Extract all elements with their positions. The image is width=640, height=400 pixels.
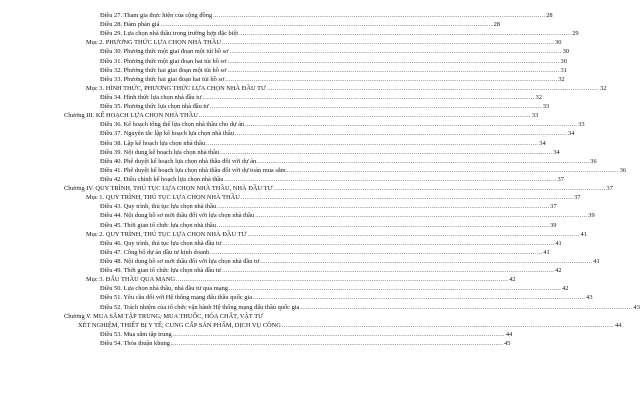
toc-page-number: 30 xyxy=(555,39,562,47)
toc-page-number: 31 xyxy=(560,66,567,74)
toc-entry-title: Điều 38. Lập kế hoạch lựa chọn nhà thầu xyxy=(100,139,206,147)
toc-page-number: 37 xyxy=(557,175,564,183)
toc-entry-title: XÉT NGHIỆM, THIẾT BỊ Y TẾ; CUNG CẤP SẢN PHẨM, DỊCH VỤ CÔNG xyxy=(78,321,281,329)
toc-dot-leader xyxy=(176,275,508,284)
toc-page-number: 39 xyxy=(588,212,595,220)
toc-dot-leader xyxy=(255,211,587,220)
toc-entry-title: Điều 36. Kế hoạch tổng thể lựa chọn nhà thầu cho dự án xyxy=(100,121,245,129)
toc-entry-title: Điều 29. Lựa chọn nhà thầu trong trường hợp đặc biệt xyxy=(100,30,239,38)
toc-page-number: 34 xyxy=(539,139,546,147)
toc-dot-leader xyxy=(241,193,573,202)
toc-dot-leader xyxy=(225,75,557,84)
toc-entry[interactable] xyxy=(64,312,340,321)
toc-dot-leader xyxy=(300,303,632,312)
toc-dot-leader xyxy=(227,57,559,66)
toc-page-number: 29 xyxy=(572,30,579,38)
toc-dot-leader xyxy=(206,139,538,148)
toc-page-number: 41 xyxy=(555,239,562,247)
toc-entry-title: Mục 3. ĐẤU THẦU QUA MẠNG xyxy=(86,276,175,284)
toc-page-number: 36 xyxy=(619,166,627,174)
toc-entry-title: Điều 45. Thời gian tổ chức lựa chọn nhà thầu xyxy=(100,221,216,229)
toc-page-number: 41 xyxy=(593,257,600,265)
toc-page-number: 43 xyxy=(586,294,593,302)
toc-entry[interactable] xyxy=(64,339,511,348)
toc-page-number: 37 xyxy=(574,194,581,202)
toc-page-number: 30 xyxy=(560,57,567,65)
toc-page-number: 41 xyxy=(580,230,587,238)
toc-dot-leader xyxy=(253,293,585,302)
toc-dot-leader xyxy=(217,221,549,230)
toc-entry-title: Điều 34. Hình thức lựa chọn nhà đầu tư xyxy=(100,93,202,101)
toc-page-number: 44 xyxy=(505,330,513,338)
toc-dot-leader xyxy=(210,102,542,111)
toc-page-number: 28 xyxy=(493,21,500,29)
toc-dot-leader xyxy=(230,47,562,56)
toc-page-number: 30 xyxy=(562,48,570,56)
toc-entry-title: Chương V. MUA SẮM TẬP TRUNG; MUA THUỐC, HÓA CHẤT, VẬT TƯ xyxy=(64,312,264,320)
toc-page-number: 32 xyxy=(558,75,565,83)
toc-entry[interactable] xyxy=(64,330,513,339)
toc-page-number: 44 xyxy=(614,321,622,329)
toc-dot-leader xyxy=(202,93,534,102)
toc-page-number: 32 xyxy=(600,84,607,92)
toc-dot-leader xyxy=(222,266,554,275)
toc-entry[interactable] xyxy=(64,148,560,157)
toc-dot-leader xyxy=(247,230,579,239)
toc-entry[interactable] xyxy=(64,93,542,102)
toc-entry-title: Mục 2. PHƯƠNG THỨC LỰA CHỌN NHÀ THẦU xyxy=(86,39,221,47)
toc-dot-leader xyxy=(229,284,561,293)
toc-entry-title: Mục 3. HÌNH THỨC, PHƯƠNG THỨC LỰA CHỌN NHÀ ĐẦU TƯ xyxy=(86,84,266,92)
toc-entry[interactable] xyxy=(64,230,587,239)
toc-entry[interactable] xyxy=(64,184,613,193)
toc-dot-leader xyxy=(227,66,559,75)
toc-entry[interactable] xyxy=(64,38,562,47)
toc-dot-leader xyxy=(245,120,577,129)
toc-entry[interactable] xyxy=(64,166,627,175)
toc-dot-leader xyxy=(210,248,542,257)
toc-entry-title: Điều 52. Trách nhiệm của tổ chức vận hành Hệ thống mạng đấu thầu quốc gia xyxy=(100,303,300,311)
toc-entry-title: Điều 46. Quy trình, thủ tục lựa chọn nhà đầu tư xyxy=(100,239,222,247)
toc-entry-title: Điều 32. Phương thức hai giai đoạn một túi hồ sơ xyxy=(100,66,227,74)
toc-entry-title: Điều 48. Nội dung hồ sơ mời thầu đối với lựa chọn nhà đầu tư xyxy=(100,257,260,265)
toc-dot-leader xyxy=(257,157,589,166)
toc-page-number: 42 xyxy=(562,285,569,293)
toc-entry-title: Điều 47. Công bố dự án đầu tư kinh doanh xyxy=(100,248,210,256)
toc-entry-title: Điều 27. Tham gia thực hiện của cộng đồng xyxy=(100,12,213,19)
toc-entry[interactable] xyxy=(64,248,550,257)
toc-dot-leader xyxy=(171,339,503,348)
toc-dot-leader xyxy=(239,29,571,38)
toc-entry[interactable] xyxy=(64,321,622,330)
toc-entry[interactable] xyxy=(64,129,575,138)
toc-page-number: 43 xyxy=(633,303,640,311)
toc-entry-title: Điều 44. Nội dung hồ sơ mời thầu đối với lựa chọn nhà thầu xyxy=(100,212,255,220)
toc-dot-leader xyxy=(267,84,599,93)
toc-entry[interactable] xyxy=(64,47,570,56)
toc-page-number: 37 xyxy=(550,203,557,211)
toc-entry-title: Điều 40. Phê duyệt kế hoạch lựa chọn nhà thầu đối với dự án xyxy=(100,157,257,165)
toc-page-number: 42 xyxy=(555,267,562,275)
toc-entry[interactable] xyxy=(64,120,585,129)
toc-entry[interactable] xyxy=(64,193,581,202)
toc-entry-title: Điều 31. Phương thức một giai đoạn hai túi hồ sơ xyxy=(100,57,227,65)
toc-entry[interactable] xyxy=(64,266,562,275)
toc-entry[interactable] xyxy=(64,111,539,120)
toc-page-number: 42 xyxy=(509,276,516,284)
toc-entry[interactable] xyxy=(64,20,500,29)
toc-page-number: 33 xyxy=(531,112,539,120)
toc-entry[interactable] xyxy=(64,102,550,111)
toc-entry-title: Chương III. KẾ HOẠCH LỰA CHỌN NHÀ THẦU xyxy=(64,112,198,120)
toc-page-number: 34 xyxy=(568,130,575,138)
toc-entry[interactable] xyxy=(64,303,640,312)
toc-dot-leader xyxy=(273,184,605,193)
toc-dot-leader xyxy=(224,175,556,184)
toc-entry[interactable] xyxy=(64,66,567,75)
toc-page-number: 41 xyxy=(543,248,550,256)
toc-entry[interactable] xyxy=(64,202,557,211)
toc-entry-title: Mục 2. QUY TRÌNH, THỦ TỤC LỰA CHỌN NHÀ ĐẦU TƯ xyxy=(86,230,247,238)
toc-page-number: 36 xyxy=(590,157,597,165)
toc-entry[interactable] xyxy=(64,275,516,284)
toc-entry[interactable] xyxy=(64,11,553,20)
toc-page-number: 33 xyxy=(542,103,550,111)
toc-entry[interactable] xyxy=(64,139,546,148)
toc-entry[interactable] xyxy=(64,239,562,248)
toc-entry-title: Điều 28. Đàm phán giá xyxy=(100,21,160,29)
toc-page-number: 34 xyxy=(553,148,560,156)
toc-page-number: 33 xyxy=(578,121,585,129)
toc-entry[interactable] xyxy=(64,293,593,302)
toc-dot-leader xyxy=(222,38,554,47)
toc-dot-leader xyxy=(282,321,614,330)
toc-page-number: 37 xyxy=(606,185,613,193)
toc-entry-title: Điều 50. Lựa chọn nhà thầu, nhà đầu tư qua mạng xyxy=(100,285,228,293)
toc-entry[interactable] xyxy=(64,57,567,66)
toc-entry-title: Điều 30. Phương thức một giai đoạn một túi hồ sơ xyxy=(100,48,229,56)
toc-entry-title: Mục 1. QUY TRÌNH, THỦ TỤC LỰA CHỌN NHÀ THẦU xyxy=(86,194,240,202)
toc-dot-leader xyxy=(222,239,554,248)
toc-dot-leader xyxy=(260,257,592,266)
toc-dot-leader xyxy=(220,148,552,157)
toc-entry-title: Điều 42. Điều chỉnh kế hoạch lựa chọn nhà thầu xyxy=(100,175,224,183)
toc-entry-title: Điều 37. Nguyên tắc lập kế hoạch lựa chọn nhà thầu xyxy=(100,130,234,138)
toc-entry[interactable] xyxy=(64,211,595,220)
toc-dot-leader xyxy=(235,129,567,138)
toc-page-number: 39 xyxy=(550,221,557,229)
toc-entry[interactable] xyxy=(64,284,569,293)
toc-entry-title: Điều 43. Quy trình, thủ tục lựa chọn nhà thầu xyxy=(100,203,217,211)
toc-dot-leader xyxy=(217,202,549,211)
toc-entry-title: Điều 41. Phê duyệt kế hoạch lựa chọn nhà thầu đối với dự toán mua sắm xyxy=(100,166,286,174)
toc-entry-title: Điều 39. Nội dung kế hoạch lựa chọn nhà thầu xyxy=(100,148,220,156)
toc-entry[interactable] xyxy=(64,157,597,166)
toc-entry[interactable] xyxy=(64,84,607,93)
toc-entry-title: Điều 33. Phương thức hai giai đoạn hai túi hồ sơ xyxy=(100,75,225,83)
toc-entry-title: Điều 51. Yêu cầu đối với Hệ thống mạng đấu thầu quốc gia xyxy=(100,294,253,302)
toc-entry-title: Điều 54. Thỏa thuận khung xyxy=(100,339,170,347)
toc-dot-leader xyxy=(287,166,619,175)
toc-entry-title: Chương IV. QUY TRÌNH, THỦ TỤC LỰA CHỌN NHÀ THẦU, NHÀ ĐẦU TƯ xyxy=(64,185,273,193)
toc-entry-title: Điều 35. Phương thức lựa chọn nhà đầu tư xyxy=(100,103,209,111)
toc-dot-leader xyxy=(160,20,492,29)
toc-entry-title: Điều 49. Thời gian tổ chức lựa chọn nhà đầu tư xyxy=(100,267,222,275)
toc-dot-leader xyxy=(213,11,545,20)
toc-entry[interactable] xyxy=(64,221,557,230)
toc-entry-title: Điều 53. Mua sắm tập trung xyxy=(100,330,172,338)
toc-entry[interactable] xyxy=(64,75,565,84)
table-of-contents xyxy=(64,11,640,348)
toc-entry[interactable] xyxy=(64,175,564,184)
toc-dot-leader xyxy=(199,111,531,120)
toc-page-number: 28 xyxy=(546,12,553,19)
toc-entry[interactable] xyxy=(64,257,600,266)
toc-page-number: 32 xyxy=(535,93,542,101)
toc-dot-leader xyxy=(173,330,505,339)
toc-entry[interactable] xyxy=(64,29,579,38)
toc-page-number: 45 xyxy=(504,339,511,347)
